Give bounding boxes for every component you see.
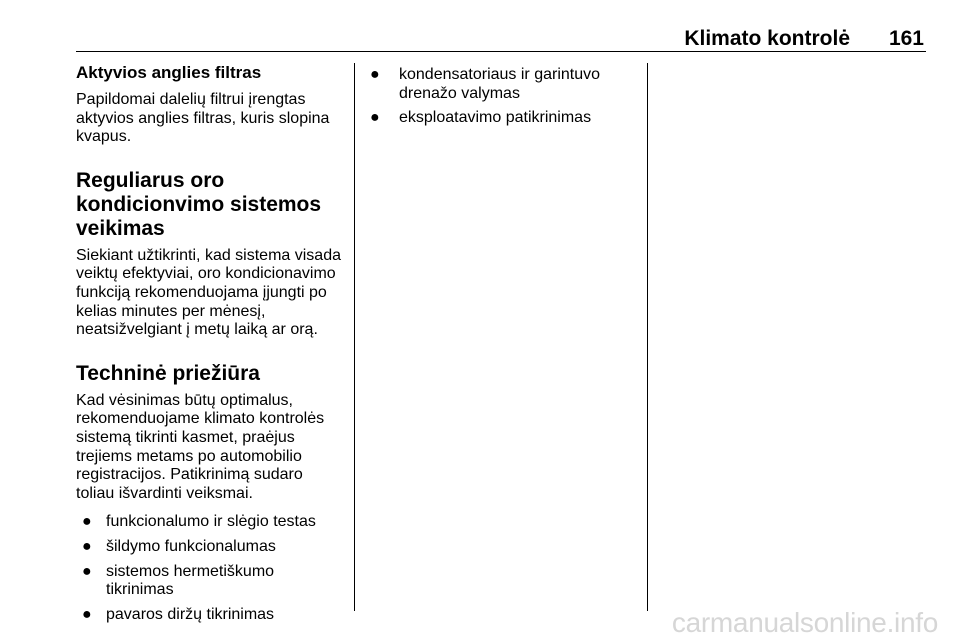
text-line: Kad vėsinimas būtų optimalus, bbox=[76, 391, 293, 409]
list-item-text: tikrinimas bbox=[106, 581, 174, 599]
column-divider-left bbox=[354, 63, 355, 611]
page-header bbox=[0, 26, 960, 52]
header-rule bbox=[76, 51, 926, 52]
maintenance-text bbox=[76, 392, 344, 504]
carbon-filter-heading: Aktyvios anglies filtras bbox=[76, 63, 262, 82]
list-item-text: drenažo valymas bbox=[399, 84, 520, 102]
list-item-text: funkcionalumo ir slėgio testas bbox=[106, 513, 316, 531]
list-item bbox=[370, 66, 640, 103]
list-item bbox=[76, 563, 344, 600]
heading-line: kondicionvimo sistemos bbox=[76, 192, 322, 216]
text-line: registracijos. Patikrinimą sudaro bbox=[76, 466, 303, 484]
section-carbon-filter bbox=[76, 63, 344, 147]
regular-operation-text bbox=[76, 247, 344, 340]
text-line: kvapus. bbox=[76, 128, 132, 146]
list-item-text: kondensatoriaus ir garintuvo bbox=[399, 66, 601, 83]
list-item-text: eksploatavimo patikrinimas bbox=[399, 109, 592, 127]
regular-operation-heading bbox=[76, 169, 344, 241]
maintenance-checklist-continued bbox=[370, 66, 640, 128]
text-line: Siekiant užtikrinti, kad sistema visada bbox=[76, 246, 341, 264]
heading-line: veikimas bbox=[76, 216, 165, 240]
text-line: funkciją rekomenduojama įjungti po bbox=[76, 283, 327, 301]
text-line: aktyvios anglies filtras, kuris slopina bbox=[76, 109, 330, 127]
section-regular-operation bbox=[76, 169, 344, 340]
list-item bbox=[76, 513, 344, 532]
list-item bbox=[370, 109, 640, 128]
column-divider-right bbox=[647, 63, 648, 611]
heading-line: Reguliarus oro bbox=[76, 168, 225, 192]
text-line: toliau išvardinti veiksmai. bbox=[76, 484, 253, 502]
text-line: Papildomai dalelių filtrui įrengtas bbox=[76, 91, 306, 108]
text-line: sistemą tikrinti kasmet, praėjus bbox=[76, 428, 295, 446]
text-line: rekomenduojame klimato kontrolės bbox=[76, 410, 325, 428]
left-column bbox=[76, 63, 344, 630]
page-number: 161 bbox=[888, 27, 924, 50]
bullet-dot-icon: ● bbox=[370, 109, 380, 127]
list-item-text: sistemos hermetiškumo bbox=[106, 562, 275, 580]
list-item bbox=[76, 606, 344, 625]
list-item bbox=[76, 538, 344, 557]
watermark-text: carmanualsonline.info bbox=[671, 607, 938, 638]
maintenance-checklist bbox=[76, 513, 344, 624]
text-line: kelias minutes per mėnesį, bbox=[76, 302, 266, 320]
maintenance-heading: Techninė priežiūra bbox=[76, 361, 260, 385]
list-item-text: šildymo funkcionalumas bbox=[106, 537, 276, 555]
text-line: trejiems metams po automobilio bbox=[76, 447, 302, 465]
section-maintenance bbox=[76, 362, 344, 625]
bullet-dot-icon: ● bbox=[370, 66, 380, 83]
bullet-dot-icon: ● bbox=[82, 605, 92, 623]
bullet-dot-icon: ● bbox=[82, 537, 92, 555]
bullet-dot-icon: ● bbox=[82, 562, 92, 580]
text-line: neatsižvelgiant į metų laiką ar orą. bbox=[76, 321, 318, 339]
carbon-filter-text bbox=[76, 91, 344, 147]
chapter-title: Klimato kontrolė bbox=[684, 27, 850, 50]
middle-column bbox=[370, 63, 640, 134]
list-item-text: pavaros diržų tikrinimas bbox=[106, 605, 275, 623]
bullet-dot-icon: ● bbox=[82, 513, 92, 531]
text-line: veiktų efektyviai, oro kondicionavimo bbox=[76, 265, 336, 283]
